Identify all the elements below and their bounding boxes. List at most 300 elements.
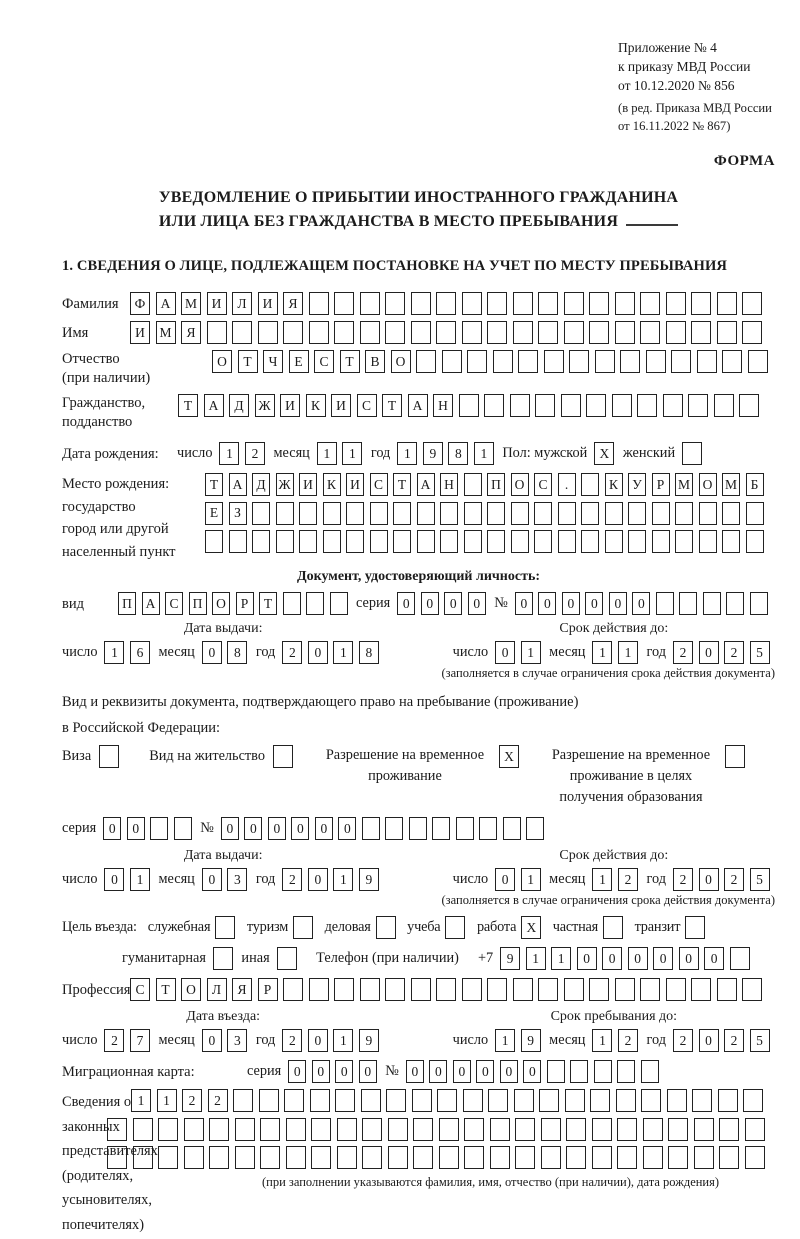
form-cell[interactable]: 5 bbox=[750, 641, 770, 664]
form-cell[interactable] bbox=[679, 592, 697, 615]
form-cell[interactable]: 1 bbox=[526, 947, 546, 970]
form-cell[interactable] bbox=[456, 817, 474, 840]
form-cell[interactable]: 9 bbox=[359, 1029, 379, 1052]
form-cell[interactable] bbox=[158, 1146, 178, 1169]
form-cell[interactable]: 0 bbox=[468, 592, 486, 615]
form-cell[interactable] bbox=[615, 321, 635, 344]
form-cell[interactable]: И bbox=[258, 292, 278, 315]
form-cell[interactable] bbox=[589, 321, 609, 344]
form-cell[interactable] bbox=[541, 1146, 561, 1169]
form-cell[interactable] bbox=[388, 1118, 408, 1141]
form-cell[interactable] bbox=[544, 350, 564, 373]
form-cell[interactable] bbox=[436, 292, 456, 315]
form-cell[interactable] bbox=[459, 394, 479, 417]
form-cell[interactable]: 0 bbox=[291, 817, 309, 840]
form-cell[interactable]: 9 bbox=[423, 442, 443, 465]
form-cell[interactable] bbox=[376, 916, 396, 939]
form-cell[interactable]: 0 bbox=[308, 641, 328, 664]
form-cell[interactable] bbox=[330, 592, 348, 615]
form-cell[interactable]: В bbox=[365, 350, 385, 373]
form-cell[interactable] bbox=[714, 394, 734, 417]
form-cell[interactable] bbox=[538, 292, 558, 315]
form-cell[interactable] bbox=[691, 978, 711, 1001]
form-cell[interactable] bbox=[682, 442, 702, 465]
form-cell[interactable] bbox=[462, 978, 482, 1001]
form-cell[interactable] bbox=[209, 1118, 229, 1141]
form-cell[interactable] bbox=[595, 350, 615, 373]
form-cell[interactable] bbox=[539, 1089, 559, 1112]
form-cell[interactable] bbox=[416, 350, 436, 373]
form-cell[interactable]: Ж bbox=[255, 394, 275, 417]
form-cell[interactable] bbox=[99, 745, 119, 768]
form-cell[interactable]: 0 bbox=[268, 817, 286, 840]
form-cell[interactable] bbox=[385, 978, 405, 1001]
form-cell[interactable]: Е bbox=[289, 350, 309, 373]
form-cell[interactable] bbox=[739, 394, 759, 417]
form-cell[interactable]: Ф bbox=[130, 292, 150, 315]
form-cell[interactable] bbox=[730, 947, 750, 970]
form-cell[interactable]: 0 bbox=[444, 592, 462, 615]
form-cell[interactable] bbox=[617, 1118, 637, 1141]
form-cell[interactable]: 1 bbox=[130, 868, 150, 891]
form-cell[interactable] bbox=[569, 350, 589, 373]
form-cell[interactable] bbox=[617, 1146, 637, 1169]
form-cell[interactable]: Т bbox=[259, 592, 277, 615]
form-cell[interactable] bbox=[385, 321, 405, 344]
form-cell[interactable] bbox=[362, 817, 380, 840]
form-cell[interactable] bbox=[541, 1118, 561, 1141]
form-cell[interactable] bbox=[207, 321, 227, 344]
form-cell[interactable] bbox=[570, 1060, 588, 1083]
form-cell[interactable] bbox=[184, 1118, 204, 1141]
form-cell[interactable] bbox=[479, 817, 497, 840]
form-cell[interactable] bbox=[464, 473, 482, 496]
form-cell[interactable] bbox=[334, 978, 354, 1001]
form-cell[interactable]: X bbox=[499, 745, 519, 768]
form-cell[interactable]: К bbox=[306, 394, 326, 417]
form-cell[interactable] bbox=[260, 1118, 280, 1141]
form-cell[interactable] bbox=[746, 530, 764, 553]
form-cell[interactable] bbox=[393, 530, 411, 553]
form-cell[interactable] bbox=[603, 916, 623, 939]
form-cell[interactable]: 1 bbox=[333, 868, 353, 891]
form-cell[interactable] bbox=[742, 292, 762, 315]
form-cell[interactable] bbox=[487, 978, 507, 1001]
form-cell[interactable]: Р bbox=[652, 473, 670, 496]
form-cell[interactable]: О bbox=[181, 978, 201, 1001]
form-cell[interactable]: 0 bbox=[699, 868, 719, 891]
form-cell[interactable] bbox=[564, 292, 584, 315]
form-cell[interactable] bbox=[605, 502, 623, 525]
form-cell[interactable]: А bbox=[204, 394, 224, 417]
form-cell[interactable] bbox=[558, 530, 576, 553]
form-cell[interactable] bbox=[589, 978, 609, 1001]
form-cell[interactable] bbox=[722, 502, 740, 525]
form-cell[interactable] bbox=[284, 1089, 304, 1112]
form-cell[interactable] bbox=[323, 530, 341, 553]
form-cell[interactable] bbox=[174, 817, 192, 840]
form-cell[interactable]: 1 bbox=[219, 442, 239, 465]
form-cell[interactable] bbox=[232, 321, 252, 344]
form-cell[interactable]: С bbox=[534, 473, 552, 496]
form-cell[interactable] bbox=[592, 1146, 612, 1169]
form-cell[interactable] bbox=[538, 978, 558, 1001]
form-cell[interactable]: 2 bbox=[208, 1089, 228, 1112]
form-cell[interactable] bbox=[663, 394, 683, 417]
form-cell[interactable]: 1 bbox=[333, 641, 353, 664]
form-cell[interactable]: 0 bbox=[495, 641, 515, 664]
form-cell[interactable] bbox=[750, 592, 768, 615]
form-cell[interactable] bbox=[637, 394, 657, 417]
form-cell[interactable] bbox=[628, 530, 646, 553]
form-cell[interactable]: Р bbox=[258, 978, 278, 1001]
form-cell[interactable] bbox=[276, 502, 294, 525]
form-cell[interactable] bbox=[299, 530, 317, 553]
form-cell[interactable]: 0 bbox=[308, 868, 328, 891]
form-cell[interactable] bbox=[640, 292, 660, 315]
form-cell[interactable]: Б bbox=[746, 473, 764, 496]
form-cell[interactable] bbox=[309, 292, 329, 315]
form-cell[interactable] bbox=[643, 1118, 663, 1141]
form-cell[interactable] bbox=[652, 502, 670, 525]
form-cell[interactable] bbox=[370, 530, 388, 553]
form-cell[interactable] bbox=[411, 292, 431, 315]
form-cell[interactable] bbox=[311, 1146, 331, 1169]
form-cell[interactable]: 0 bbox=[653, 947, 673, 970]
form-cell[interactable] bbox=[229, 530, 247, 553]
form-cell[interactable] bbox=[309, 978, 329, 1001]
form-cell[interactable] bbox=[417, 530, 435, 553]
form-cell[interactable] bbox=[462, 292, 482, 315]
form-cell[interactable] bbox=[620, 350, 640, 373]
form-cell[interactable]: А bbox=[229, 473, 247, 496]
form-cell[interactable] bbox=[417, 502, 435, 525]
form-cell[interactable] bbox=[442, 350, 462, 373]
form-cell[interactable]: 0 bbox=[632, 592, 650, 615]
form-cell[interactable] bbox=[299, 502, 317, 525]
form-cell[interactable]: М bbox=[156, 321, 176, 344]
form-cell[interactable] bbox=[688, 394, 708, 417]
form-cell[interactable] bbox=[184, 1146, 204, 1169]
form-cell[interactable]: М bbox=[722, 473, 740, 496]
form-cell[interactable]: А bbox=[142, 592, 160, 615]
form-cell[interactable] bbox=[411, 978, 431, 1001]
form-cell[interactable]: И bbox=[130, 321, 150, 344]
form-cell[interactable]: 1 bbox=[474, 442, 494, 465]
form-cell[interactable] bbox=[566, 1146, 586, 1169]
form-cell[interactable] bbox=[488, 1089, 508, 1112]
form-cell[interactable] bbox=[467, 350, 487, 373]
form-cell[interactable] bbox=[276, 530, 294, 553]
form-cell[interactable]: 0 bbox=[397, 592, 415, 615]
form-cell[interactable]: 0 bbox=[453, 1060, 471, 1083]
form-cell[interactable] bbox=[334, 321, 354, 344]
form-cell[interactable]: П bbox=[118, 592, 136, 615]
form-cell[interactable] bbox=[668, 1146, 688, 1169]
form-cell[interactable]: Т bbox=[178, 394, 198, 417]
form-cell[interactable] bbox=[439, 1146, 459, 1169]
form-cell[interactable]: Я bbox=[232, 978, 252, 1001]
form-cell[interactable] bbox=[388, 1146, 408, 1169]
form-cell[interactable] bbox=[515, 1146, 535, 1169]
form-cell[interactable] bbox=[323, 502, 341, 525]
form-cell[interactable]: 1 bbox=[521, 868, 541, 891]
form-cell[interactable] bbox=[640, 978, 660, 1001]
option-residence-permit[interactable] bbox=[149, 745, 293, 768]
form-cell[interactable] bbox=[484, 394, 504, 417]
form-cell[interactable] bbox=[526, 817, 544, 840]
form-cell[interactable] bbox=[293, 916, 313, 939]
form-cell[interactable]: 0 bbox=[523, 1060, 541, 1083]
form-cell[interactable] bbox=[742, 978, 762, 1001]
form-cell[interactable]: 0 bbox=[704, 947, 724, 970]
form-cell[interactable] bbox=[561, 394, 581, 417]
form-cell[interactable] bbox=[462, 321, 482, 344]
form-cell[interactable] bbox=[283, 321, 303, 344]
form-cell[interactable]: И bbox=[207, 292, 227, 315]
form-cell[interactable]: 0 bbox=[602, 947, 622, 970]
form-cell[interactable] bbox=[503, 817, 521, 840]
form-cell[interactable] bbox=[487, 502, 505, 525]
form-cell[interactable] bbox=[252, 502, 270, 525]
form-cell[interactable] bbox=[719, 1146, 739, 1169]
form-cell[interactable]: А bbox=[156, 292, 176, 315]
form-cell[interactable] bbox=[640, 321, 660, 344]
form-cell[interactable]: 0 bbox=[308, 1029, 328, 1052]
form-cell[interactable] bbox=[511, 530, 529, 553]
form-cell[interactable]: 2 bbox=[245, 442, 265, 465]
form-cell[interactable] bbox=[361, 1089, 381, 1112]
form-cell[interactable]: О bbox=[391, 350, 411, 373]
form-cell[interactable]: 0 bbox=[104, 868, 124, 891]
form-cell[interactable] bbox=[685, 916, 705, 939]
form-cell[interactable] bbox=[694, 1146, 714, 1169]
form-cell[interactable]: 0 bbox=[288, 1060, 306, 1083]
form-cell[interactable] bbox=[370, 502, 388, 525]
option-visa[interactable] bbox=[62, 745, 119, 768]
form-cell[interactable] bbox=[722, 530, 740, 553]
option-temporary-residence[interactable] bbox=[319, 745, 519, 787]
form-cell[interactable] bbox=[643, 1146, 663, 1169]
form-cell[interactable] bbox=[748, 350, 768, 373]
form-cell[interactable] bbox=[515, 1118, 535, 1141]
form-cell[interactable] bbox=[605, 530, 623, 553]
form-cell[interactable]: 0 bbox=[585, 592, 603, 615]
form-cell[interactable] bbox=[235, 1118, 255, 1141]
form-cell[interactable] bbox=[675, 502, 693, 525]
form-cell[interactable]: 1 bbox=[342, 442, 362, 465]
form-cell[interactable] bbox=[233, 1089, 253, 1112]
form-cell[interactable]: Ч bbox=[263, 350, 283, 373]
form-cell[interactable] bbox=[445, 916, 465, 939]
form-cell[interactable]: 0 bbox=[699, 641, 719, 664]
form-cell[interactable] bbox=[386, 1089, 406, 1112]
form-cell[interactable]: О bbox=[212, 350, 232, 373]
form-cell[interactable] bbox=[590, 1089, 610, 1112]
form-cell[interactable]: 2 bbox=[673, 641, 693, 664]
form-cell[interactable] bbox=[719, 1118, 739, 1141]
form-cell[interactable] bbox=[432, 817, 450, 840]
form-cell[interactable] bbox=[564, 978, 584, 1001]
form-cell[interactable]: П bbox=[189, 592, 207, 615]
form-cell[interactable] bbox=[360, 978, 380, 1001]
form-cell[interactable] bbox=[464, 1118, 484, 1141]
form-cell[interactable]: X bbox=[594, 442, 614, 465]
form-cell[interactable]: Т bbox=[156, 978, 176, 1001]
form-cell[interactable]: К bbox=[323, 473, 341, 496]
form-cell[interactable] bbox=[205, 530, 223, 553]
form-cell[interactable] bbox=[260, 1146, 280, 1169]
form-cell[interactable]: П bbox=[487, 473, 505, 496]
form-cell[interactable]: Н bbox=[440, 473, 458, 496]
form-cell[interactable] bbox=[717, 321, 737, 344]
form-cell[interactable] bbox=[535, 394, 555, 417]
form-cell[interactable]: 3 bbox=[227, 868, 247, 891]
form-cell[interactable]: 0 bbox=[538, 592, 556, 615]
form-cell[interactable] bbox=[258, 321, 278, 344]
form-cell[interactable]: 0 bbox=[562, 592, 580, 615]
form-cell[interactable] bbox=[215, 916, 235, 939]
form-cell[interactable] bbox=[283, 978, 303, 1001]
form-cell[interactable]: У bbox=[628, 473, 646, 496]
form-cell[interactable] bbox=[310, 1089, 330, 1112]
form-cell[interactable] bbox=[717, 292, 737, 315]
form-cell[interactable] bbox=[594, 1060, 612, 1083]
form-cell[interactable] bbox=[675, 530, 693, 553]
form-cell[interactable]: С bbox=[165, 592, 183, 615]
form-cell[interactable]: Т bbox=[382, 394, 402, 417]
form-cell[interactable]: 0 bbox=[202, 868, 222, 891]
form-cell[interactable] bbox=[440, 502, 458, 525]
form-cell[interactable] bbox=[511, 502, 529, 525]
form-cell[interactable]: Я bbox=[181, 321, 201, 344]
form-cell[interactable]: 5 bbox=[750, 1029, 770, 1052]
form-cell[interactable]: О bbox=[511, 473, 529, 496]
form-cell[interactable] bbox=[717, 978, 737, 1001]
form-cell[interactable] bbox=[694, 1118, 714, 1141]
form-cell[interactable] bbox=[440, 530, 458, 553]
form-cell[interactable]: 0 bbox=[335, 1060, 353, 1083]
form-cell[interactable] bbox=[409, 817, 427, 840]
form-cell[interactable]: 1 bbox=[592, 868, 612, 891]
form-cell[interactable]: 1 bbox=[495, 1029, 515, 1052]
form-cell[interactable] bbox=[564, 321, 584, 344]
form-cell[interactable]: 1 bbox=[333, 1029, 353, 1052]
form-cell[interactable] bbox=[490, 1146, 510, 1169]
form-cell[interactable] bbox=[745, 1146, 765, 1169]
form-cell[interactable] bbox=[667, 1089, 687, 1112]
form-cell[interactable]: Р bbox=[236, 592, 254, 615]
form-cell[interactable] bbox=[612, 394, 632, 417]
form-cell[interactable]: М bbox=[181, 292, 201, 315]
form-cell[interactable] bbox=[671, 350, 691, 373]
form-cell[interactable] bbox=[547, 1060, 565, 1083]
form-cell[interactable]: Л bbox=[207, 978, 227, 1001]
form-cell[interactable]: 1 bbox=[521, 641, 541, 664]
form-cell[interactable] bbox=[745, 1118, 765, 1141]
form-cell[interactable]: Т bbox=[340, 350, 360, 373]
form-cell[interactable] bbox=[273, 745, 293, 768]
form-cell[interactable] bbox=[277, 947, 297, 970]
form-cell[interactable] bbox=[510, 394, 530, 417]
form-cell[interactable] bbox=[746, 502, 764, 525]
form-cell[interactable]: 1 bbox=[157, 1089, 177, 1112]
form-cell[interactable] bbox=[487, 292, 507, 315]
form-cell[interactable]: 8 bbox=[359, 641, 379, 664]
form-cell[interactable] bbox=[362, 1118, 382, 1141]
form-cell[interactable]: . bbox=[558, 473, 576, 496]
form-cell[interactable]: 0 bbox=[244, 817, 262, 840]
form-cell[interactable] bbox=[337, 1118, 357, 1141]
form-cell[interactable] bbox=[346, 530, 364, 553]
form-cell[interactable]: 0 bbox=[103, 817, 121, 840]
form-cell[interactable] bbox=[283, 592, 301, 615]
form-cell[interactable] bbox=[513, 978, 533, 1001]
form-cell[interactable] bbox=[691, 321, 711, 344]
form-cell[interactable]: 1 bbox=[551, 947, 571, 970]
form-cell[interactable]: 0 bbox=[202, 641, 222, 664]
form-cell[interactable] bbox=[656, 592, 674, 615]
form-cell[interactable]: 0 bbox=[406, 1060, 424, 1083]
form-cell[interactable] bbox=[464, 502, 482, 525]
form-cell[interactable] bbox=[411, 321, 431, 344]
form-cell[interactable] bbox=[346, 502, 364, 525]
form-cell[interactable]: 0 bbox=[338, 817, 356, 840]
form-cell[interactable] bbox=[699, 530, 717, 553]
form-cell[interactable]: 0 bbox=[202, 1029, 222, 1052]
form-cell[interactable]: 2 bbox=[724, 641, 744, 664]
form-cell[interactable]: Д bbox=[229, 394, 249, 417]
form-cell[interactable]: 0 bbox=[127, 817, 145, 840]
form-cell[interactable] bbox=[641, 1089, 661, 1112]
form-cell[interactable]: И bbox=[331, 394, 351, 417]
form-cell[interactable] bbox=[337, 1146, 357, 1169]
form-cell[interactable] bbox=[393, 502, 411, 525]
form-cell[interactable] bbox=[641, 1060, 659, 1083]
form-cell[interactable] bbox=[646, 350, 666, 373]
form-cell[interactable]: 0 bbox=[609, 592, 627, 615]
form-cell[interactable] bbox=[617, 1060, 635, 1083]
form-cell[interactable] bbox=[589, 292, 609, 315]
form-cell[interactable] bbox=[514, 1089, 534, 1112]
form-cell[interactable]: 2 bbox=[673, 1029, 693, 1052]
form-cell[interactable] bbox=[413, 1146, 433, 1169]
form-cell[interactable] bbox=[235, 1146, 255, 1169]
form-cell[interactable] bbox=[385, 292, 405, 315]
form-cell[interactable] bbox=[668, 1118, 688, 1141]
form-cell[interactable]: Т bbox=[238, 350, 258, 373]
form-cell[interactable]: 0 bbox=[699, 1029, 719, 1052]
form-cell[interactable] bbox=[725, 745, 745, 768]
form-cell[interactable]: Л bbox=[232, 292, 252, 315]
form-cell[interactable]: 9 bbox=[521, 1029, 541, 1052]
form-cell[interactable]: 8 bbox=[448, 442, 468, 465]
form-cell[interactable] bbox=[306, 592, 324, 615]
form-cell[interactable] bbox=[464, 1146, 484, 1169]
form-cell[interactable]: 0 bbox=[577, 947, 597, 970]
form-cell[interactable] bbox=[666, 978, 686, 1001]
form-cell[interactable] bbox=[385, 817, 403, 840]
form-cell[interactable]: 1 bbox=[618, 641, 638, 664]
option-temporary-residence-education[interactable] bbox=[545, 745, 745, 808]
form-cell[interactable]: 6 bbox=[130, 641, 150, 664]
form-cell[interactable] bbox=[743, 1089, 763, 1112]
form-cell[interactable] bbox=[335, 1089, 355, 1112]
form-cell[interactable]: 2 bbox=[104, 1029, 124, 1052]
form-cell[interactable]: 0 bbox=[312, 1060, 330, 1083]
form-cell[interactable]: 2 bbox=[724, 1029, 744, 1052]
form-cell[interactable] bbox=[309, 321, 329, 344]
